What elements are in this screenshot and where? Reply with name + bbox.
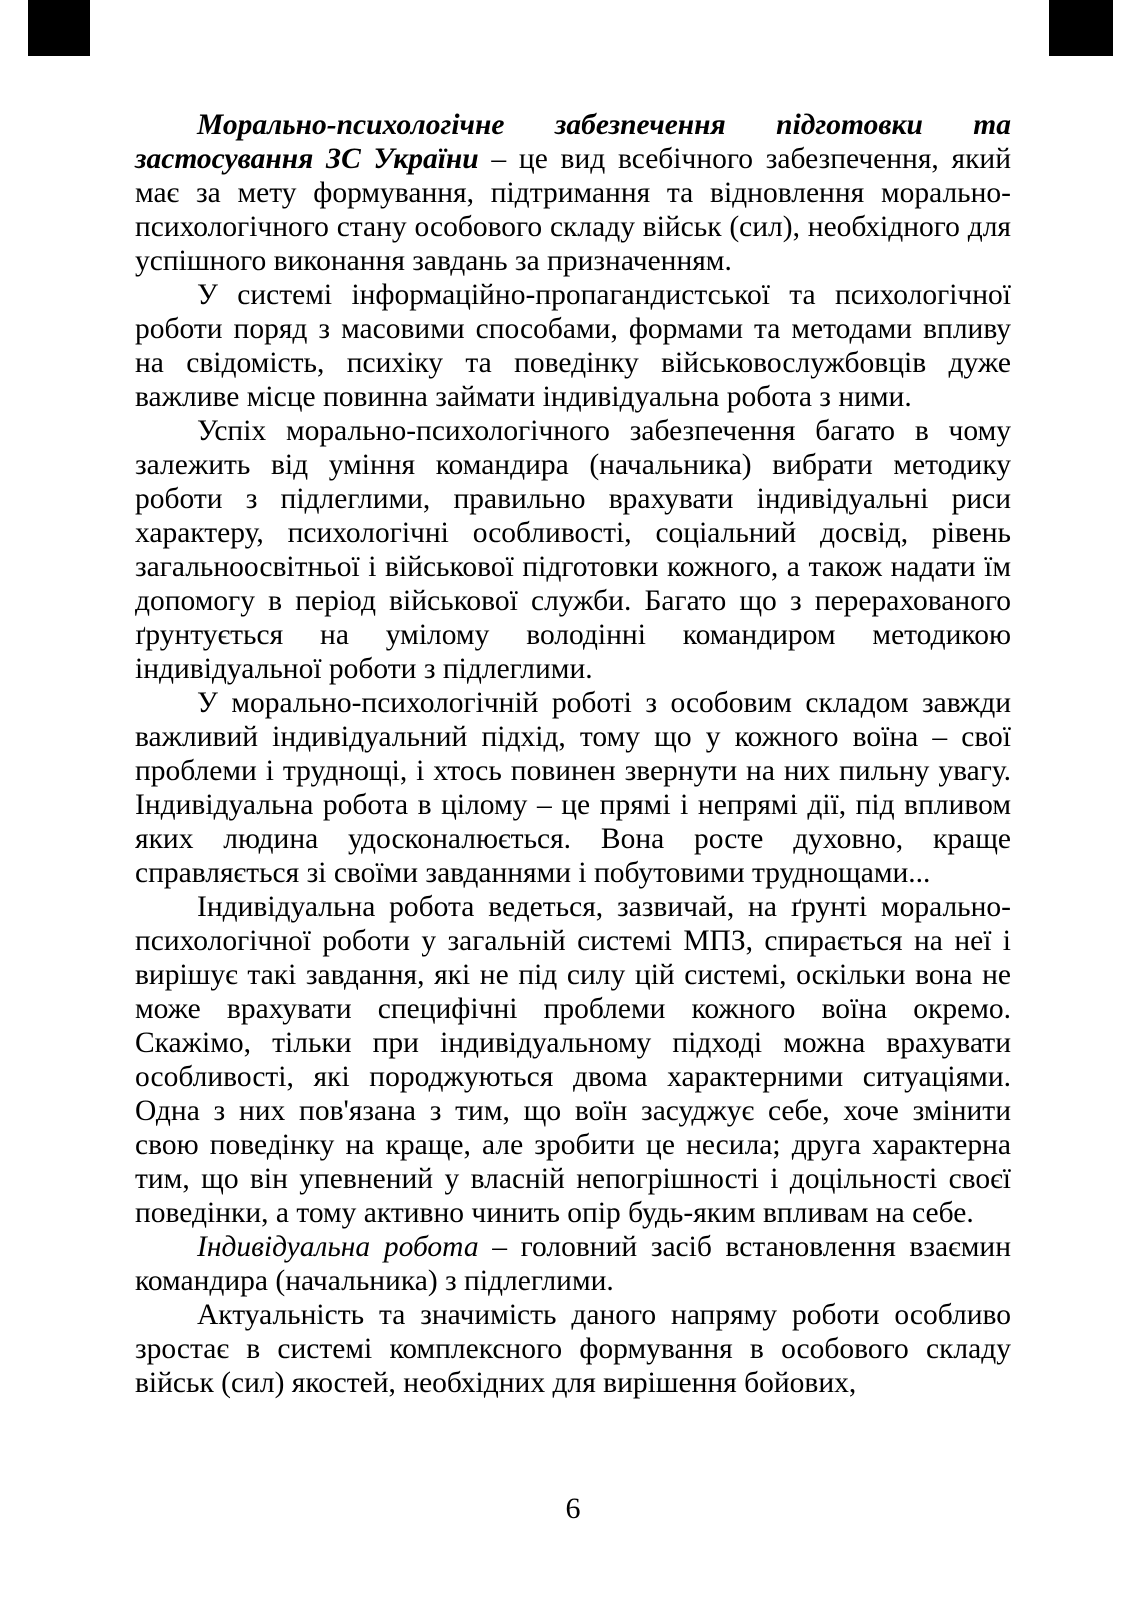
paragraph (135, 414, 1011, 686)
paragraph (135, 278, 1011, 414)
scan-artifact-top-right (1049, 0, 1113, 56)
paragraph-text: Успіх морально-психологічного забезпечення багато в чому залежить від уміння командира (начальника) вибрати методику роботи з підлеглими, правильно врахувати індивідуальні риси характеру, психологічні особливості, соціальний досвід, рівень загальноосвітньої і військової підготовки кожного, а також надати їм допомогу в період військової служби. Багато що з перерахованого ґрунтується на умілому володінні командиром методикою індивідуальної роботи з підлеглими. (135, 415, 1011, 685)
scan-artifact-top-left (28, 0, 90, 56)
paragraph (135, 1298, 1011, 1400)
paragraph-text: Актуальність та значимість даного напряму роботи особливо зростає в системі комплексного формування в особового складу військ (сил) якостей, необхідних для вирішення бойових, (135, 1299, 1011, 1399)
paragraph-term (135, 1230, 1011, 1298)
term-lead-italic: Індивідуальна робота (197, 1231, 479, 1263)
paragraph (135, 686, 1011, 890)
paragraph-text: Індивідуальна робота ведеться, зазвичай, на ґрунті морально-психологічної роботи у загальній системі МПЗ, спирається на неї і вирішує такі завдання, які не під силу цій системі, оскільки вона не може врахувати специфічні проблеми кожного воїна окремо. Скажімо, тільки при індивідуальному підході можна врахувати особливості, які породжуються двома характерними ситуаціями. Одна з них пов'язана з тим, що воїн засуджує себе, хоче змінити свою поведінку на краще, але зробити це несила; друга характерна тим, що він упевнений у власній непогрішності і доцільності своєї поведінки, а тому активно чинить опір будь-яким впливам на себе. (135, 891, 1011, 1229)
paragraph-definition (135, 108, 1011, 278)
paragraph-text: – це вид всебічного забезпечення, який має за мету формування, підтримання та відновлення морально-психологічного стану особового складу військ (сил), необхідного для успішного виконання завдань за призначенням. (135, 143, 1011, 277)
paragraph-text: – головний засіб встановлення взаємин командира (начальника) з підлеглими. (135, 1231, 1012, 1297)
paragraph-text: У системі інформаційно-пропагандистської та психологічної роботи поряд з масовими способами, формами та методами впливу на свідомість, психіку та поведінку військовослужбовців дуже важливе місце повинна займати індивідуальна робота з ними. (135, 279, 1011, 413)
body-text (135, 108, 1011, 1400)
page-number: 6 (565, 1492, 581, 1525)
paragraph-text: У морально-психологічній роботі з особовим складом завжди важливий індивідуальний підхід, тому що у кожного воїна – свої проблеми і труднощі, і хтось повинен звернути на них пильну увагу. Індивідуальна робота в цілому – це прямі і непрямі дії, під впливом яких людина удосконалюється. Вона росте духовно, краще справляється зі своїми завданнями і побутовими труднощами... (135, 687, 1011, 889)
term-lead-bold-italic: Морально-психологічне забезпечення підготовки та застосування ЗС України (135, 109, 1011, 175)
paragraph (135, 890, 1011, 1230)
